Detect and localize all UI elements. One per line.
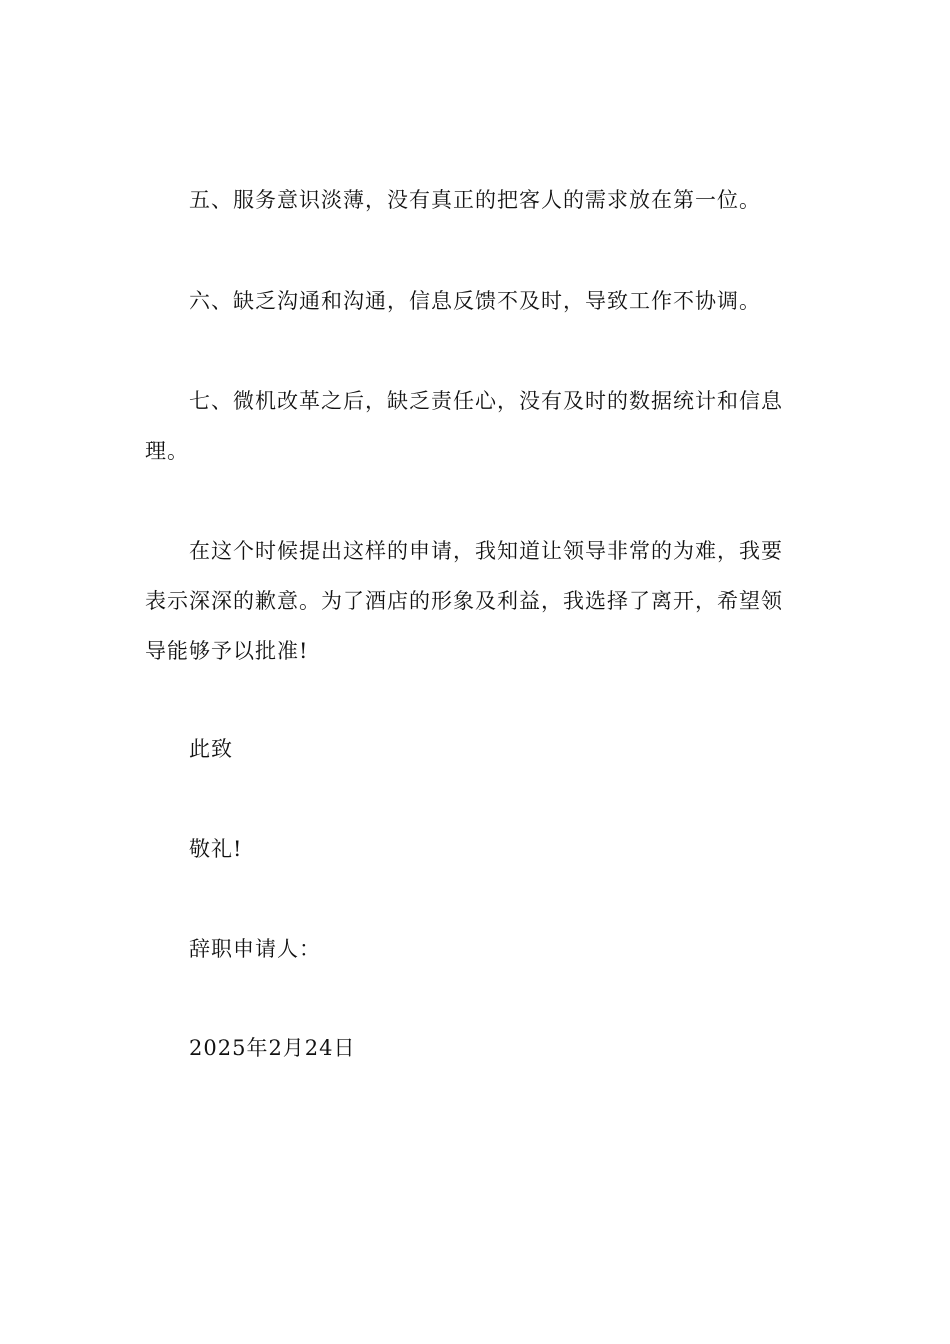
- apology-line-3: 导能够予以批准!: [145, 639, 309, 663]
- apology-line-2: 表示深深的歉意。为了酒店的形象及利益，我选择了离开，希望领: [145, 589, 783, 613]
- item-seven-line-1: 七、微机改革之后，缺乏责任心，没有及时的数据统计和信息: [189, 389, 783, 413]
- item-seven-line-2: 理。: [145, 439, 189, 463]
- item-six: 六、缺乏沟通和沟通，信息反馈不及时，导致工作不协调。: [189, 289, 761, 313]
- applicant-label: 辞职申请人：: [189, 937, 321, 961]
- closing-regards: 敬礼!: [189, 837, 243, 861]
- closing-salutation: 此致: [189, 737, 233, 761]
- apology-line-1: 在这个时候提出这样的申请，我知道让领导非常的为难，我要: [189, 539, 783, 563]
- signature-date: 2025年2月24日: [189, 1036, 356, 1060]
- item-five: 五、服务意识淡薄，没有真正的把客人的需求放在第一位。: [189, 188, 761, 212]
